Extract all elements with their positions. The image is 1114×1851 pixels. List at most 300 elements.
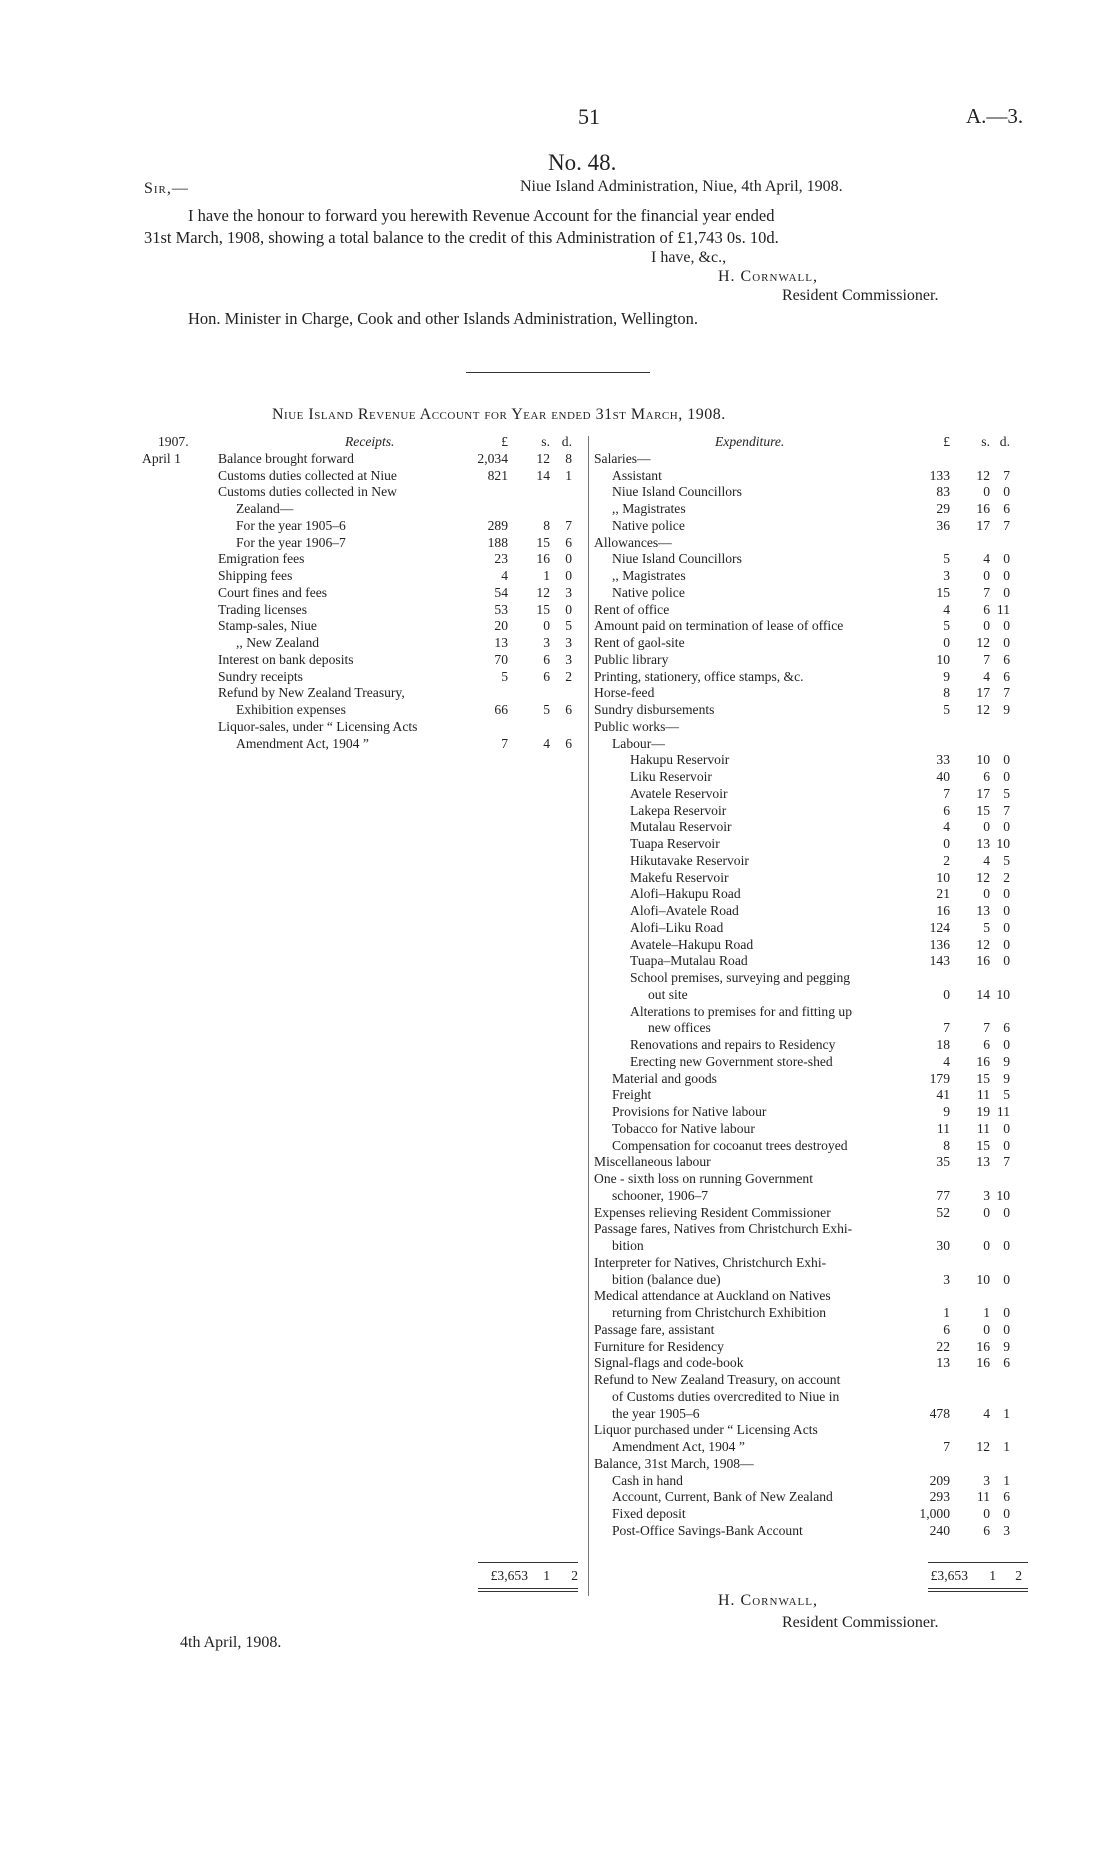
expenditure-row-pounds: 11 — [936, 1120, 950, 1136]
signatory-name: H. Cornwall, — [718, 268, 818, 285]
expenditure-row-pounds: 6 — [943, 802, 950, 818]
receipts-total-shillings: 1 — [543, 1568, 550, 1583]
expenditure-row-pence: 6 — [1003, 1489, 1010, 1505]
expenditure-row-pence: 10 — [996, 986, 1010, 1002]
expenditure-row-pence: 9 — [1003, 702, 1010, 717]
expenditure-row-pounds: 21 — [936, 886, 950, 902]
receipts-row-pounds: 7 — [501, 735, 508, 751]
expenditure-row-label: Expenses relieving Resident Commissioner — [594, 1204, 831, 1220]
expenditure-row-pence: 7 — [1003, 467, 1010, 483]
letter-closing: I have, &c., — [651, 249, 727, 266]
expenditure-row-shillings: 6 — [983, 601, 990, 617]
receipts-row-shillings: 8 — [543, 517, 550, 533]
expenditure-row-pounds: 124 — [929, 919, 950, 935]
expenditure-row-label: Avatele Reservoir — [630, 785, 728, 801]
ledger-column-divider — [588, 436, 589, 1596]
receipts-row-pounds: 23 — [494, 551, 508, 567]
receipts-row-label: Balance brought forward — [218, 450, 354, 466]
expenditure-row-pence: 6 — [1003, 651, 1010, 667]
expenditure-row-pounds: 9 — [943, 1104, 950, 1119]
expenditure-row-shillings: 16 — [976, 953, 990, 969]
expenditure-row-shillings: 17 — [976, 517, 990, 533]
expenditure-row-shillings: 0 — [983, 1204, 990, 1220]
expenditure-row-pounds: 41 — [936, 1087, 950, 1103]
receipts-row-shillings: 14 — [536, 467, 550, 483]
expenditure-row-shillings: 3 — [983, 1187, 990, 1203]
receipts-total-rule — [478, 1562, 578, 1563]
expenditure-row-label: new offices — [648, 1020, 711, 1036]
receipts-row-pence: 0 — [565, 551, 572, 567]
expenditure-row-shillings: 16 — [976, 1338, 990, 1354]
expenditure-col-pence: d. — [999, 434, 1010, 449]
expenditure-row-label: Public library — [594, 651, 669, 667]
expenditure-row-pounds: 10 — [936, 869, 950, 885]
expenditure-row-label: bition (balance due) — [612, 1271, 721, 1287]
expenditure-row-label: Native police — [612, 584, 685, 600]
receipts-total-pounds: £3,653 — [490, 1568, 528, 1583]
expenditure-row-pence: 0 — [1003, 903, 1010, 918]
expenditure-row-label: Tuapa Reservoir — [630, 836, 720, 851]
receipts-row-pence: 0 — [565, 601, 572, 617]
expenditure-row-pounds: 35 — [936, 1154, 950, 1170]
expenditure-row-pounds: 240 — [929, 1522, 950, 1538]
expenditure-col-pounds: £ — [943, 434, 950, 449]
expenditure-row-label: Cash in hand — [612, 1472, 683, 1488]
expenditure-row-pounds: 33 — [936, 752, 950, 768]
expenditure-row-shillings: 0 — [983, 819, 990, 835]
expenditure-row-shillings: 13 — [976, 836, 990, 851]
expenditure-row-shillings: 0 — [983, 886, 990, 902]
expenditure-row-pounds: 5 — [943, 702, 950, 717]
receipts-row-label: Amendment Act, 1904 ” — [236, 735, 369, 751]
expenditure-row-shillings: 7 — [983, 651, 990, 667]
expenditure-row-pounds: 7 — [943, 1439, 950, 1454]
receipts-row-pounds: 13 — [494, 635, 508, 650]
expenditure-row-pence: 0 — [1003, 769, 1010, 784]
expenditure-row-pounds: 13 — [936, 1355, 950, 1371]
expenditure-row-pounds: 293 — [929, 1489, 950, 1505]
expenditure-row-pounds: 0 — [943, 986, 950, 1002]
expenditure-row-label: Account, Current, Bank of New Zealand — [612, 1489, 833, 1505]
section-divider — [466, 372, 650, 373]
expenditure-row-label: Rent of office — [594, 601, 670, 617]
signatory-title: Resident Commissioner. — [782, 287, 939, 304]
expenditure-row-pence: 0 — [1003, 1137, 1010, 1153]
receipts-row-shillings: 15 — [536, 601, 550, 617]
receipts-row-label: Shipping fees — [218, 568, 293, 583]
expenditure-row-label: School premises, surveying and pegging — [630, 970, 851, 985]
receipts-col-pounds: £ — [501, 434, 508, 449]
receipts-col-pence: d. — [561, 434, 572, 449]
expenditure-row-pence: 7 — [1003, 1154, 1010, 1170]
expenditure-row-label: Balance, 31st March, 1908— — [594, 1455, 754, 1471]
expenditure-row-pounds: 133 — [929, 467, 950, 483]
expenditure-row-shillings: 3 — [983, 1472, 990, 1488]
expenditure-row-pounds: 209 — [929, 1472, 950, 1488]
expenditure-row-label: Amendment Act, 1904 ” — [612, 1439, 745, 1454]
expenditure-row-label: schooner, 1906–7 — [612, 1187, 709, 1203]
expenditure-row-shillings: 6 — [983, 1522, 990, 1538]
expenditure-row-pence: 6 — [1003, 1355, 1010, 1371]
expenditure-row-pence: 6 — [1003, 501, 1010, 516]
expenditure-row-pounds: 8 — [943, 685, 950, 701]
receipts-row-shillings: 0 — [543, 618, 550, 634]
receipts-row-label: Exhibition expenses — [236, 702, 346, 717]
receipts-year: 1907. — [158, 434, 189, 449]
expenditure-row-label: Mutalau Reservoir — [630, 819, 732, 835]
expenditure-row-shillings: 7 — [983, 1020, 990, 1036]
expenditure-row-shillings: 12 — [976, 869, 990, 885]
expenditure-row-pounds: 179 — [929, 1070, 950, 1086]
expenditure-row-label: Printing, stationery, office stamps, &c. — [594, 668, 804, 684]
expenditure-row-label: ,, Magistrates — [612, 568, 686, 583]
expenditure-row-label: Material and goods — [612, 1070, 717, 1086]
receipts-row-shillings: 1 — [543, 568, 550, 583]
expenditure-row-pence: 0 — [1003, 752, 1010, 768]
receipts-row-shillings: 4 — [543, 735, 550, 751]
expenditure-row-pounds: 143 — [929, 953, 950, 969]
receipts-row-pence: 6 — [565, 534, 572, 550]
expenditure-row-pence: 5 — [1003, 852, 1010, 868]
expenditure-row-pounds: 3 — [943, 568, 950, 583]
receipts-row-label: Customs duties collected in New — [218, 484, 397, 500]
receipts-row-pence: 1 — [565, 467, 572, 483]
expenditure-row-shillings: 12 — [976, 936, 990, 952]
expenditure-row-pence: 0 — [1003, 1305, 1010, 1320]
expenditure-row-pence: 0 — [1003, 886, 1010, 902]
expenditure-row-pounds: 4 — [943, 1053, 950, 1069]
receipts-total-double-rule — [478, 1588, 578, 1592]
expenditure-total-rule — [928, 1562, 1028, 1563]
receipts-row-label: ,, New Zealand — [236, 635, 320, 650]
receipts-row-pence: 0 — [565, 568, 572, 583]
expenditure-row-label: Sundry disbursements — [594, 702, 715, 717]
receipts-row-pounds: 5 — [501, 668, 508, 684]
receipts-row-shillings: 12 — [536, 584, 550, 600]
expenditure-row-pounds: 2 — [943, 852, 950, 868]
expenditure-row-pounds: 5 — [943, 618, 950, 634]
expenditure-row-shillings: 0 — [983, 618, 990, 634]
receipts-row-pounds: 20 — [494, 618, 508, 634]
expenditure-row-label: Erecting new Government store-shed — [630, 1053, 833, 1069]
expenditure-row-shillings: 10 — [976, 752, 990, 768]
expenditure-row-shillings: 12 — [976, 1439, 990, 1454]
expenditure-row-pounds: 10 — [936, 651, 950, 667]
expenditure-row-label: One - sixth loss on running Government — [594, 1171, 813, 1186]
expenditure-row-label: Alofi–Avatele Road — [630, 903, 739, 918]
expenditure-row-pounds: 40 — [936, 769, 950, 784]
receipts-row-pence: 8 — [565, 450, 572, 466]
salutation: Sir,— — [144, 180, 189, 197]
expenditure-row-pounds: 4 — [943, 819, 950, 835]
receipts-row-shillings: 6 — [543, 668, 550, 684]
expenditure-row-label: Freight — [612, 1087, 652, 1103]
expenditure-total-pounds: £3,653 — [930, 1568, 968, 1583]
receipts-row-pence: 6 — [565, 735, 572, 751]
expenditure-row-pence: 0 — [1003, 635, 1010, 650]
footer-date: 4th April, 1908. — [180, 1634, 282, 1651]
expenditure-row-label: Public works— — [594, 718, 679, 734]
expenditure-row-pence: 0 — [1003, 1037, 1010, 1052]
expenditure-row-pence: 10 — [996, 836, 1010, 851]
expenditure-row-pence: 5 — [1003, 1087, 1010, 1103]
receipts-row-shillings: 15 — [536, 534, 550, 550]
expenditure-row-shillings: 15 — [976, 802, 990, 818]
expenditure-row-pounds: 7 — [943, 1020, 950, 1036]
receipts-row-pounds: 54 — [494, 584, 508, 600]
expenditure-row-label: Tuapa–Mutalau Road — [630, 953, 748, 969]
expenditure-row-pence: 6 — [1003, 668, 1010, 684]
expenditure-row-label: of Customs duties overcredited to Niue in — [612, 1388, 840, 1404]
receipts-row-pounds: 70 — [494, 651, 508, 667]
receipts-row-shillings: 12 — [536, 450, 550, 466]
expenditure-row-shillings: 7 — [983, 584, 990, 600]
expenditure-row-pounds: 9 — [943, 668, 950, 684]
expenditure-row-label: Provisions for Native labour — [612, 1104, 767, 1119]
receipts-row-label: Stamp-sales, Niue — [218, 618, 317, 634]
expenditure-row-label: Assistant — [612, 467, 662, 483]
expenditure-row-pounds: 83 — [936, 484, 950, 500]
expenditure-row-shillings: 4 — [983, 852, 990, 868]
expenditure-row-pence: 0 — [1003, 484, 1010, 500]
expenditure-row-label: Post-Office Savings-Bank Account — [612, 1522, 803, 1538]
expenditure-row-shillings: 14 — [976, 986, 990, 1002]
expenditure-row-label: Niue Island Councillors — [612, 551, 742, 567]
document-reference: A.—3. — [966, 104, 1024, 128]
expenditure-row-label: out site — [648, 986, 688, 1002]
receipts-col-shillings: s. — [541, 434, 550, 449]
receipts-row-pounds: 289 — [487, 517, 508, 533]
expenditure-row-pounds: 3 — [943, 1271, 950, 1287]
expenditure-row-shillings: 19 — [976, 1104, 990, 1119]
expenditure-row-pounds: 0 — [943, 836, 950, 851]
expenditure-row-label: Makefu Reservoir — [630, 869, 729, 885]
expenditure-row-label: Amount paid on termination of lease of office — [594, 618, 844, 634]
expenditure-row-pence: 1 — [1003, 1405, 1010, 1421]
expenditure-row-pence: 0 — [1003, 1120, 1010, 1136]
expenditure-row-label: Renovations and repairs to Residency — [630, 1037, 836, 1052]
expenditure-row-pence: 6 — [1003, 1020, 1010, 1036]
expenditure-row-pence: 0 — [1003, 551, 1010, 567]
expenditure-row-label: bition — [612, 1238, 644, 1253]
receipts-row-pence: 5 — [565, 618, 572, 634]
expenditure-row-pence: 0 — [1003, 1506, 1010, 1521]
expenditure-row-shillings: 6 — [983, 769, 990, 784]
receipts-row-pence: 6 — [565, 702, 572, 717]
expenditure-row-pence: 5 — [1003, 785, 1010, 801]
expenditure-row-shillings: 13 — [976, 1154, 990, 1170]
expenditure-row-shillings: 12 — [976, 702, 990, 717]
receipts-row-pounds: 53 — [494, 601, 508, 617]
receipts-row-shillings: 16 — [536, 551, 550, 567]
expenditure-row-label: Alofi–Liku Road — [630, 919, 724, 935]
footer-signatory-title: Resident Commissioner. — [782, 1614, 939, 1631]
expenditure-row-label: Salaries— — [594, 450, 651, 466]
expenditure-row-pounds: 136 — [929, 936, 950, 952]
receipts-row-label: Liquor-sales, under “ Licensing Acts — [218, 718, 418, 734]
expenditure-row-shillings: 4 — [983, 668, 990, 684]
expenditure-row-shillings: 13 — [976, 903, 990, 918]
expenditure-heading: Expenditure. — [715, 434, 785, 449]
expenditure-row-pence: 0 — [1003, 1204, 1010, 1220]
receipts-row-pence: 2 — [565, 668, 572, 684]
expenditure-row-pounds: 22 — [936, 1338, 950, 1354]
expenditure-row-shillings: 0 — [983, 568, 990, 583]
expenditure-row-shillings: 6 — [983, 1037, 990, 1052]
expenditure-row-label: ,, Magistrates — [612, 501, 686, 516]
letter-number: No. 48. — [548, 150, 617, 175]
expenditure-row-shillings: 15 — [976, 1137, 990, 1153]
expenditure-row-label: Avatele–Hakupu Road — [630, 936, 754, 952]
expenditure-row-shillings: 16 — [976, 1053, 990, 1069]
expenditure-row-pounds: 1,000 — [919, 1506, 950, 1521]
expenditure-row-label: Lakepa Reservoir — [630, 802, 727, 818]
expenditure-row-label: the year 1905–6 — [612, 1405, 700, 1421]
expenditure-row-pence: 11 — [996, 601, 1010, 617]
expenditure-row-label: Refund to New Zealand Treasury, on account — [594, 1372, 841, 1387]
expenditure-row-pence: 9 — [1003, 1053, 1010, 1069]
expenditure-row-shillings: 0 — [983, 1321, 990, 1337]
expenditure-row-pence: 7 — [1003, 517, 1010, 533]
expenditure-row-shillings: 4 — [983, 551, 990, 567]
expenditure-row-label: Rent of gaol-site — [594, 635, 685, 650]
expenditure-row-pounds: 16 — [936, 903, 950, 918]
receipts-row-pounds: 188 — [487, 534, 508, 550]
expenditure-row-label: Fixed deposit — [612, 1506, 686, 1521]
receipts-row-pounds: 4 — [501, 568, 508, 583]
expenditure-row-shillings: 0 — [983, 1238, 990, 1253]
expenditure-row-label: Hikutavake Reservoir — [630, 852, 749, 868]
expenditure-row-pounds: 4 — [943, 601, 950, 617]
expenditure-row-pounds: 1 — [943, 1305, 950, 1320]
expenditure-row-pounds: 30 — [936, 1238, 950, 1253]
receipts-row-pounds: 66 — [494, 702, 508, 717]
expenditure-col-shillings: s. — [981, 434, 990, 449]
receipts-row-pounds: 2,034 — [477, 450, 508, 466]
receipts-row-label: Emigration fees — [218, 551, 305, 567]
expenditure-row-pounds: 29 — [936, 501, 950, 516]
expenditure-row-label: returning from Christchurch Exhibition — [612, 1305, 827, 1320]
expenditure-row-pounds: 15 — [936, 584, 950, 600]
receipts-row-label: Zealand— — [236, 501, 294, 516]
receipts-date: April 1 — [142, 450, 181, 466]
expenditure-total-pence: 2 — [1015, 1568, 1022, 1583]
expenditure-row-shillings: 17 — [976, 685, 990, 701]
receipts-row-pence: 3 — [565, 635, 572, 650]
expenditure-row-label: Tobacco for Native labour — [612, 1120, 755, 1136]
expenditure-row-pence: 9 — [1003, 1070, 1010, 1086]
addressee: Hon. Minister in Charge, Cook and other Islands Administration, Wellington. — [188, 309, 698, 328]
expenditure-row-shillings: 16 — [976, 1355, 990, 1371]
expenditure-row-label: Interpreter for Natives, Christchurch Exhi- — [594, 1254, 827, 1270]
expenditure-row-pence: 0 — [1003, 1238, 1010, 1253]
receipts-row-pence: 3 — [565, 651, 572, 667]
expenditure-row-pence: 0 — [1003, 1321, 1010, 1337]
expenditure-row-label: Liquor purchased under “ Licensing Acts — [594, 1422, 818, 1438]
expenditure-row-pence: 0 — [1003, 568, 1010, 583]
account-title: Niue Island Revenue Account for Year ended 31st March, 1908. — [272, 406, 726, 423]
expenditure-row-label: Miscellaneous labour — [594, 1154, 711, 1170]
expenditure-row-shillings: 0 — [983, 484, 990, 500]
expenditure-row-label: Passage fares, Natives from Christchurch Exhi- — [594, 1221, 853, 1237]
receipts-row-label: Court fines and fees — [218, 584, 328, 600]
expenditure-row-label: Liku Reservoir — [630, 769, 712, 784]
expenditure-row-pence: 1 — [1003, 1472, 1010, 1488]
expenditure-row-shillings: 12 — [976, 635, 990, 650]
expenditure-row-pence: 0 — [1003, 618, 1010, 634]
expenditure-row-label: Furniture for Residency — [594, 1338, 724, 1354]
receipts-row-pounds: 821 — [487, 467, 508, 483]
expenditure-row-pounds: 5 — [943, 551, 950, 567]
receipts-row-pence: 7 — [565, 517, 572, 533]
expenditure-row-pence: 1 — [1003, 1439, 1010, 1454]
expenditure-row-pounds: 18 — [936, 1037, 950, 1052]
expenditure-row-pence: 11 — [996, 1104, 1010, 1119]
expenditure-row-pence: 0 — [1003, 819, 1010, 835]
expenditure-row-pounds: 6 — [943, 1321, 950, 1337]
expenditure-row-label: Allowances— — [594, 534, 672, 550]
expenditure-row-label: Native police — [612, 517, 685, 533]
expenditure-row-label: Signal-flags and code-book — [594, 1355, 744, 1371]
expenditure-row-pounds: 8 — [943, 1137, 950, 1153]
receipts-row-label: Customs duties collected at Niue — [218, 467, 397, 483]
letter-dateline: Niue Island Administration, Niue, 4th April, 1908. — [520, 178, 843, 195]
expenditure-row-shillings: 11 — [976, 1120, 990, 1136]
expenditure-row-shillings: 16 — [976, 501, 990, 516]
expenditure-row-pence: 10 — [996, 1187, 1010, 1203]
expenditure-row-shillings: 11 — [976, 1489, 990, 1505]
expenditure-row-label: Alterations to premises for and fitting up — [630, 1003, 852, 1019]
expenditure-row-shillings: 0 — [983, 1506, 990, 1521]
expenditure-row-pence: 2 — [1003, 869, 1010, 885]
receipts-heading: Receipts. — [345, 434, 395, 449]
expenditure-row-shillings: 10 — [976, 1271, 990, 1287]
expenditure-row-shillings: 12 — [976, 467, 990, 483]
receipts-row-label: Trading licenses — [218, 601, 307, 617]
receipts-row-label: For the year 1905–6 — [236, 517, 346, 533]
expenditure-total-shillings: 1 — [989, 1568, 996, 1583]
expenditure-row-pence: 0 — [1003, 953, 1010, 969]
receipts-row-label: Refund by New Zealand Treasury, — [218, 685, 405, 701]
expenditure-row-shillings: 11 — [976, 1087, 990, 1103]
expenditure-row-pounds: 478 — [929, 1405, 950, 1421]
expenditure-row-pence: 0 — [1003, 936, 1010, 952]
expenditure-row-shillings: 5 — [983, 919, 990, 935]
receipts-row-pence: 3 — [565, 584, 572, 600]
letter-body-line-1: I have the honour to forward you herewith Revenue Account for the financial year ended — [188, 206, 775, 225]
expenditure-row-pounds: 36 — [936, 517, 950, 533]
expenditure-row-label: Compensation for cocoanut trees destroyed — [612, 1137, 848, 1153]
expenditure-row-label: Horse-feed — [594, 685, 655, 701]
expenditure-row-shillings: 4 — [983, 1405, 990, 1421]
expenditure-row-pounds: 7 — [943, 785, 950, 801]
expenditure-row-pounds: 0 — [943, 635, 950, 650]
letter-body-line-2: 31st March, 1908, showing a total balance to the credit of this Administration of £1,743 0s. 10d. — [144, 228, 779, 247]
footer-signatory-name: H. Cornwall, — [718, 1592, 818, 1609]
expenditure-row-label: Hakupu Reservoir — [630, 752, 730, 768]
receipts-row-label: For the year 1906–7 — [236, 534, 346, 550]
expenditure-row-pence: 0 — [1003, 1271, 1010, 1287]
expenditure-row-label: Passage fare, assistant — [594, 1321, 715, 1337]
expenditure-row-pounds: 52 — [936, 1204, 950, 1220]
expenditure-total-double-rule — [928, 1588, 1028, 1592]
expenditure-row-label: Labour— — [612, 735, 665, 751]
receipts-row-label: Sundry receipts — [218, 668, 303, 684]
page-number: 51 — [578, 104, 600, 129]
expenditure-row-label: Niue Island Councillors — [612, 484, 742, 500]
expenditure-row-pence: 3 — [1003, 1522, 1010, 1538]
expenditure-row-label: Medical attendance at Auckland on Natives — [594, 1288, 831, 1304]
